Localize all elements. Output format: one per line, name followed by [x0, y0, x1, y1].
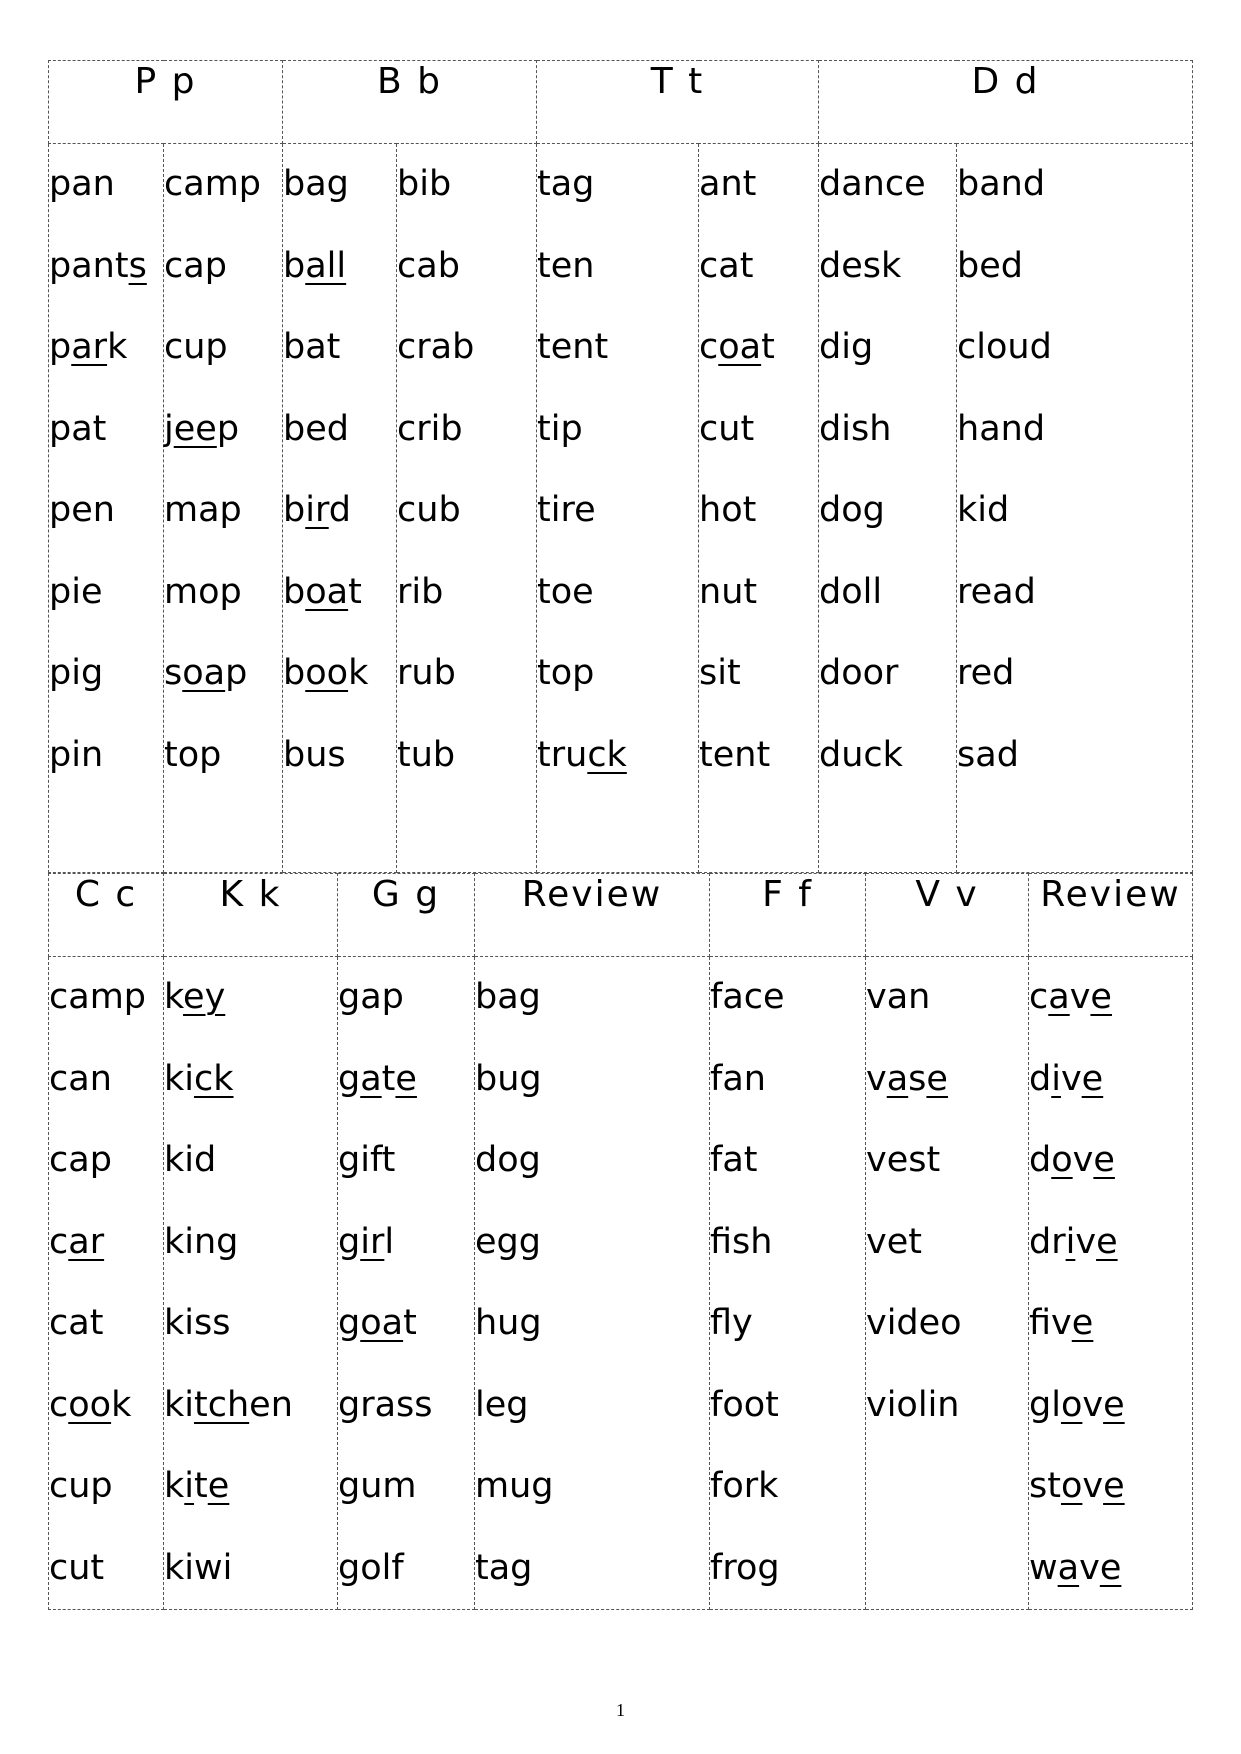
- word-item: frog: [710, 1547, 780, 1588]
- word-item: cat: [699, 245, 754, 286]
- word-item: fve: [1029, 1303, 1094, 1343]
- word-item: cat: [49, 1303, 104, 1343]
- word-item: soap: [164, 653, 248, 693]
- word-item: bed: [957, 245, 1023, 286]
- word-item: ball: [283, 245, 347, 286]
- word-item: bug: [475, 1058, 542, 1099]
- word-column: [164, 957, 338, 1610]
- word-item: bag: [283, 164, 349, 204]
- word-item: book: [283, 653, 369, 693]
- bottom-phonics-table: [48, 873, 1193, 1610]
- word-item: kick: [164, 1058, 234, 1099]
- word-item: goat: [338, 1303, 417, 1343]
- word-item: tip: [537, 408, 583, 449]
- header-p: P p: [49, 61, 283, 144]
- word-item: dig: [819, 327, 874, 367]
- word-item: cave: [1029, 977, 1112, 1017]
- word-item: map: [164, 490, 242, 530]
- word-item: dove: [1029, 1140, 1115, 1180]
- word-item: dish: [819, 408, 892, 449]
- word-item: crib: [397, 408, 463, 449]
- word-item: bird: [283, 490, 351, 530]
- word-item: dive: [1029, 1058, 1104, 1099]
- word-column: [1029, 957, 1193, 1610]
- bottom-word-row: [49, 957, 1193, 1610]
- word-column: [164, 144, 283, 873]
- word-item: ten: [537, 245, 595, 286]
- word-item: tub: [397, 734, 456, 775]
- word-item: dog: [475, 1140, 541, 1180]
- word-item: tent: [537, 327, 609, 367]
- word-column: [710, 957, 866, 1610]
- word-item: fish: [710, 1221, 773, 1262]
- word-item: ant: [699, 164, 757, 204]
- word-item: bus: [283, 734, 346, 775]
- word-item: kiwi: [164, 1547, 233, 1588]
- word-item: cab: [397, 245, 460, 286]
- word-item: foot: [710, 1384, 779, 1425]
- word-item: truck: [537, 734, 627, 775]
- word-item: tent: [699, 734, 771, 775]
- word-item: vase: [866, 1058, 948, 1099]
- word-item: rub: [397, 653, 456, 693]
- header-b: B b: [283, 61, 537, 144]
- word-item: sit: [699, 653, 741, 693]
- word-item: door: [819, 653, 899, 693]
- word-item: sad: [957, 734, 1019, 775]
- header-review-1: Review: [475, 874, 710, 957]
- word-column: [49, 957, 164, 1610]
- header-d: D d: [819, 61, 1193, 144]
- word-item: doll: [819, 571, 883, 612]
- word-item: tag: [475, 1547, 533, 1588]
- word-column: [283, 144, 397, 873]
- word-column: [957, 144, 1193, 873]
- word-item: cut: [699, 408, 755, 449]
- header-v: V v: [866, 874, 1029, 957]
- word-item: pants: [49, 245, 147, 286]
- word-column: [699, 144, 819, 873]
- word-item: dog: [819, 490, 885, 530]
- word-item: boat: [283, 571, 362, 612]
- word-column: [866, 957, 1029, 1610]
- word-item: kite: [164, 1466, 230, 1506]
- word-item: pat: [49, 408, 107, 449]
- word-item: bag: [475, 977, 541, 1017]
- page-number: 1: [616, 1700, 625, 1720]
- word-item: violin: [866, 1384, 960, 1425]
- word-item: band: [957, 164, 1046, 204]
- header-review-2: Review: [1029, 874, 1193, 957]
- word-item: cub: [397, 490, 461, 530]
- word-item: girl: [338, 1221, 395, 1262]
- word-item: key: [164, 977, 226, 1017]
- word-item: hot: [699, 490, 757, 530]
- worksheet-page: [48, 60, 1192, 1610]
- header-g: G g: [338, 874, 475, 957]
- word-column: [338, 957, 475, 1610]
- word-item: cap: [164, 245, 227, 286]
- word-item: tag: [537, 164, 595, 204]
- word-item: nut: [699, 571, 758, 612]
- word-item: toe: [537, 571, 594, 612]
- word-item: cloud: [957, 327, 1052, 367]
- word-item: rib: [397, 571, 444, 612]
- word-item: fan: [710, 1058, 766, 1099]
- word-column: [819, 144, 957, 873]
- word-item: fly: [710, 1303, 753, 1343]
- word-item: cup: [49, 1466, 113, 1506]
- word-item: golf: [338, 1547, 404, 1588]
- word-item: kitchen: [164, 1384, 293, 1425]
- word-column: [397, 144, 537, 873]
- word-item: park: [49, 327, 128, 367]
- word-item: fork: [710, 1466, 779, 1506]
- word-item: jeep: [164, 408, 240, 449]
- word-item: gift: [338, 1140, 396, 1180]
- word-item: egg: [475, 1221, 541, 1262]
- header-f: F f: [710, 874, 866, 957]
- word-item: hand: [957, 408, 1046, 449]
- word-item: gap: [338, 977, 404, 1017]
- word-item: coat: [699, 327, 775, 367]
- word-column: [49, 144, 164, 873]
- word-item: top: [164, 734, 222, 775]
- word-item: crab: [397, 327, 475, 367]
- word-item: gate: [338, 1058, 417, 1099]
- word-item: cup: [164, 327, 228, 367]
- word-item: grass: [338, 1384, 433, 1425]
- top-word-row: [49, 144, 1193, 873]
- word-item: dance: [819, 164, 926, 204]
- word-item: fat: [710, 1140, 758, 1180]
- word-item: pen: [49, 490, 115, 530]
- word-column: [475, 957, 710, 1610]
- word-item: camp: [49, 977, 147, 1017]
- word-item: gum: [338, 1466, 417, 1506]
- word-item: can: [49, 1058, 112, 1099]
- word-item: pie: [49, 571, 103, 612]
- word-item: kid: [164, 1140, 217, 1180]
- word-item: bib: [397, 164, 452, 204]
- bottom-header-row: [49, 874, 1193, 957]
- word-item: pin: [49, 734, 104, 775]
- word-item: video: [866, 1303, 962, 1343]
- word-item: bat: [283, 327, 341, 367]
- word-item: red: [957, 653, 1015, 693]
- word-item: cap: [49, 1140, 112, 1180]
- word-item: cut: [49, 1547, 105, 1588]
- word-item: drive: [1029, 1221, 1118, 1262]
- word-item: mug: [475, 1466, 554, 1506]
- word-item: mop: [164, 571, 242, 612]
- word-item: car: [49, 1221, 105, 1262]
- word-item: kiss: [164, 1303, 231, 1343]
- word-item: van: [866, 977, 931, 1017]
- word-item: king: [164, 1221, 239, 1262]
- word-item: pan: [49, 164, 115, 204]
- word-item: tire: [537, 490, 596, 530]
- word-item: leg: [475, 1384, 529, 1425]
- word-item: camp: [164, 164, 262, 204]
- word-item: hug: [475, 1303, 542, 1343]
- word-item: stove: [1029, 1466, 1125, 1506]
- header-t: T t: [537, 61, 819, 144]
- word-item: bed: [283, 408, 349, 449]
- word-item: face: [710, 977, 785, 1017]
- word-item: top: [537, 653, 595, 693]
- word-item: read: [957, 571, 1036, 612]
- header-k: K k: [164, 874, 338, 957]
- word-item: kid: [957, 490, 1010, 530]
- top-header-row: [49, 61, 1193, 144]
- header-c: C c: [49, 874, 164, 957]
- word-item: desk: [819, 245, 902, 286]
- word-item: vest: [866, 1140, 941, 1180]
- word-item: cook: [49, 1384, 132, 1425]
- word-item: duck: [819, 734, 903, 775]
- word-column: [537, 144, 699, 873]
- word-item: vet: [866, 1221, 922, 1262]
- word-item: wave: [1029, 1547, 1122, 1588]
- top-phonics-table: [48, 60, 1193, 873]
- word-item: glove: [1029, 1384, 1125, 1425]
- word-item: pig: [49, 653, 104, 693]
